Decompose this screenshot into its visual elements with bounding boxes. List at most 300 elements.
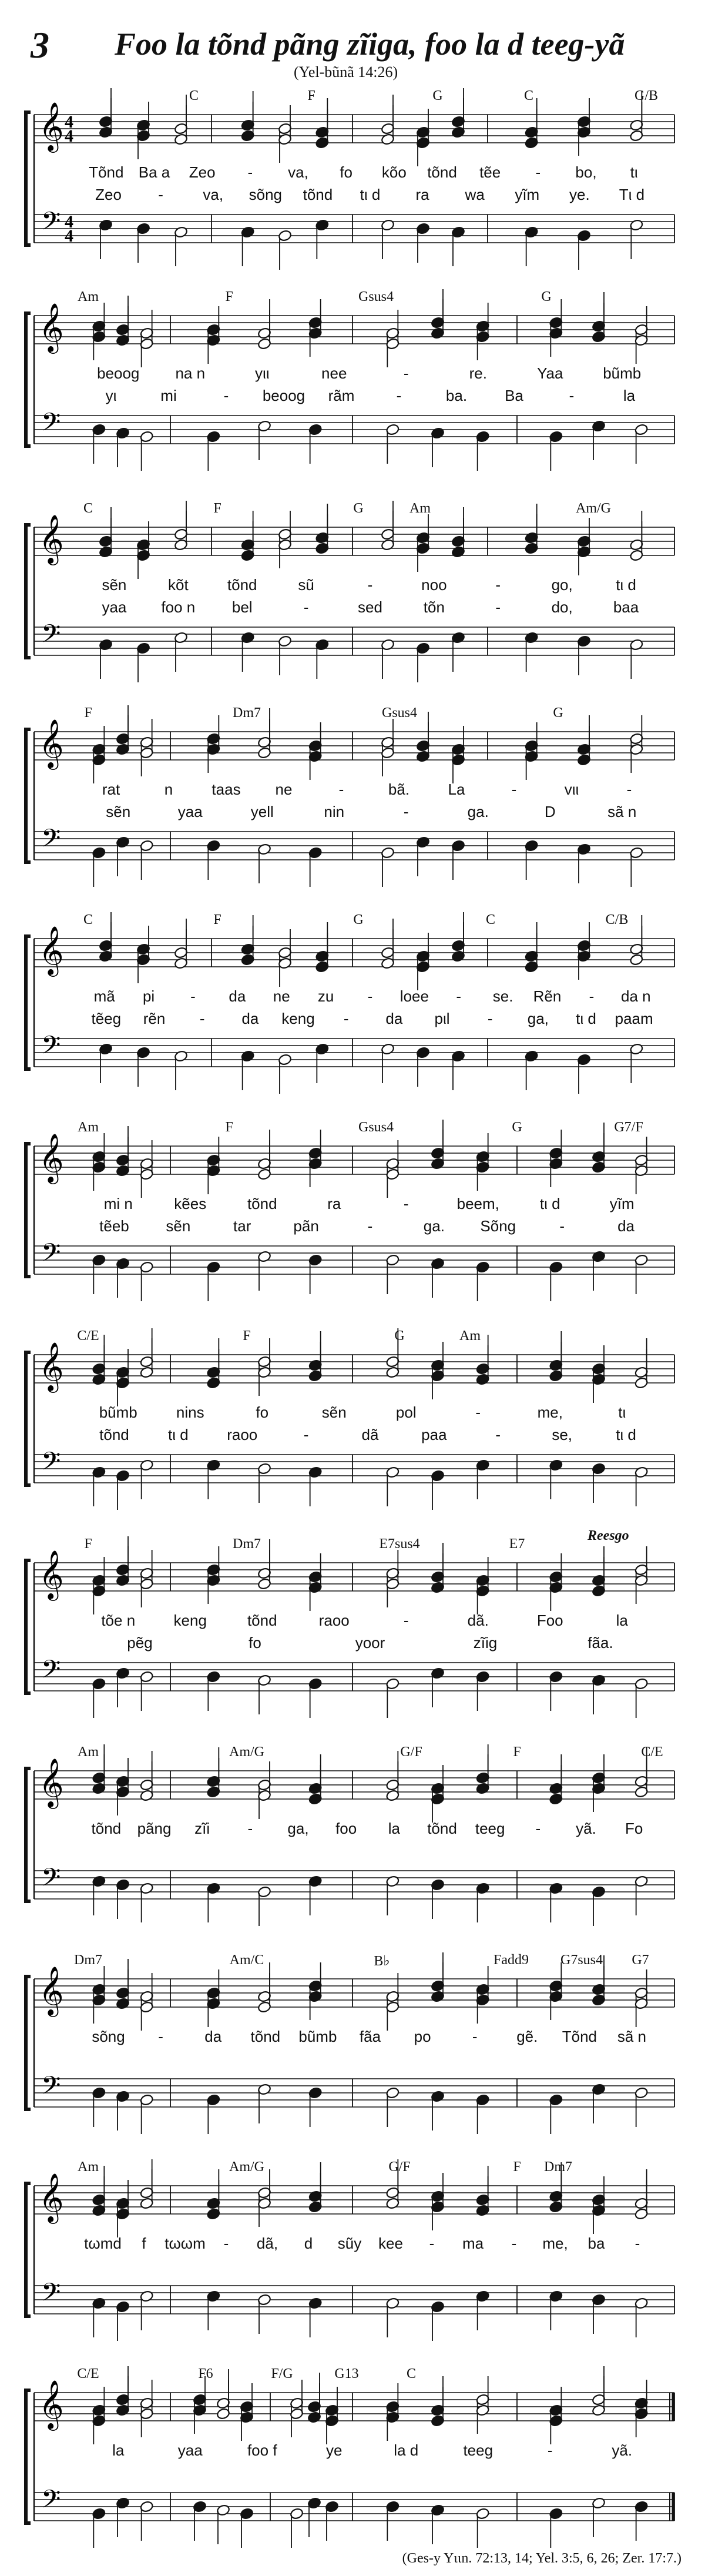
bass-note [476, 1882, 490, 1922]
lyric-syllable: tõe n [101, 1612, 136, 1629]
lyric-line-verse-1 [0, 780, 705, 800]
bass-note [136, 642, 150, 682]
chord-symbol: G7sus4 [560, 1952, 603, 1968]
lyric-syllable: po [414, 2028, 431, 2045]
score-system [0, 1744, 705, 1932]
lyric-syllable: da [204, 2028, 222, 2045]
lyric-syllable: - [247, 163, 253, 181]
bass-note [257, 2083, 271, 2123]
bass-note [257, 1886, 271, 1926]
bass-note [257, 1251, 271, 1291]
lyric-line-verse-1 [0, 2441, 705, 2461]
treble-clef-icon: 𝄞 [39, 2379, 64, 2428]
bass-note [174, 1050, 188, 1090]
chord-symbol: G [394, 1328, 405, 1344]
lyric-syllable: Tι d [619, 186, 645, 203]
bass-note [140, 1261, 154, 1301]
chord-symbol: Gsus4 [381, 705, 418, 721]
bass-note [549, 1261, 563, 1301]
lyric-syllable: - [456, 987, 462, 1005]
bass-note [431, 2091, 445, 2131]
lyric-syllable: - [199, 1010, 205, 1027]
lyric-syllable: yιι [254, 364, 270, 382]
lyric-syllable: - [472, 2028, 478, 2045]
lyric-syllable: keng [173, 1612, 207, 1629]
scripture-reference: (Yel-bũnã 14:26) [294, 63, 398, 81]
lyric-syllable: mi [160, 387, 177, 404]
lyric-syllable: yĩm [515, 186, 540, 203]
lyric-syllable: do, [551, 598, 573, 616]
bass-note [451, 632, 465, 672]
lyric-syllable: Yaa [537, 364, 563, 382]
chord-symbol: G [553, 705, 563, 721]
chord-symbol: F [513, 2159, 521, 2175]
bass-note [451, 1050, 465, 1090]
bass-note [592, 1674, 606, 1714]
lyric-line-verse-1 [0, 987, 705, 1007]
bass-clef-icon: 𝄢 [41, 619, 61, 655]
lyric-syllable: pol [395, 1403, 417, 1421]
lyric-syllable: sẽn [106, 803, 131, 820]
lyric-syllable: fo [340, 163, 352, 181]
chord-symbol: F [84, 1536, 92, 1552]
lyric-syllable: - [247, 1820, 253, 1837]
lyric-syllable: Zeo [189, 163, 216, 181]
bass-note [99, 1043, 113, 1083]
chord-symbol: F/G [271, 2366, 293, 2381]
chord-symbol: G/B [634, 88, 659, 103]
lyric-syllable: bo, [575, 163, 597, 181]
lyric-syllable: tõnd [227, 576, 257, 594]
lyric-syllable: baa [613, 598, 639, 616]
chord-symbol: Am/G [576, 501, 611, 516]
lyric-syllable: ba. [445, 387, 468, 404]
lyric-line-verse-1 [0, 1403, 705, 1423]
lyric-syllable: Tõnd [562, 2028, 597, 2045]
lyric-syllable: - [403, 364, 409, 382]
bass-note [629, 1043, 643, 1083]
chord-symbol: E7 [509, 1536, 525, 1552]
lyric-syllable: pãng [137, 1820, 172, 1837]
lyric-syllable: tẽeg [91, 1010, 122, 1027]
lyric-syllable: bũmb [99, 1403, 137, 1421]
bass-note [525, 1050, 539, 1090]
score-system [0, 88, 705, 276]
lyric-syllable: - [495, 1426, 501, 1443]
lyric-syllable: loee [400, 987, 429, 1005]
score-system [0, 1952, 705, 2140]
bass-note [431, 2301, 445, 2341]
bass-note [116, 2497, 130, 2537]
bass-note [206, 2290, 220, 2330]
lyric-syllable: - [403, 803, 409, 820]
lyric-syllable: sẽn [321, 1403, 347, 1421]
lyric-syllable: tι [618, 1403, 626, 1421]
bass-note [451, 226, 465, 266]
lyric-syllable: tωωm [164, 2235, 206, 2252]
lyric-syllable: mã [93, 987, 115, 1005]
chord-symbol: F [225, 1120, 233, 1135]
bass-clef-icon: 𝄢 [41, 1863, 61, 1898]
lyric-syllable: - [158, 186, 163, 203]
bass-note [577, 230, 591, 270]
lyric-syllable: da n [620, 987, 651, 1005]
lyric-syllable: sõng [249, 186, 283, 203]
lyric-syllable: - [367, 987, 373, 1005]
bass-note [476, 2290, 490, 2330]
lyric-line-verse-1 [0, 1612, 705, 1632]
lyric-syllable: sed [358, 598, 382, 616]
bass-note [634, 1875, 649, 1915]
bass-note [476, 1261, 490, 1301]
lyric-syllable: - [396, 387, 402, 404]
chord-symbol: Gsus4 [358, 289, 394, 304]
lyric-syllable: tι d [576, 1010, 596, 1027]
chord-symbol: Am/G [229, 2159, 264, 2175]
lyric-syllable: yã. [576, 1820, 596, 1837]
bass-clef-icon: 𝄢 [41, 2278, 61, 2313]
lyric-syllable: tõnd [427, 1820, 457, 1837]
lyric-syllable: - [403, 1612, 409, 1629]
lyric-syllable: tõnd [247, 1195, 277, 1212]
lyric-syllable: Ba [505, 387, 523, 404]
score-system [0, 1528, 705, 1724]
bass-note [92, 1466, 106, 1506]
chord-symbol: F [213, 501, 221, 516]
bass-note [525, 632, 539, 672]
lyric-syllable: - [367, 1217, 373, 1235]
lyric-syllable: ye. [569, 186, 590, 203]
chord-symbol: G13 [334, 2366, 359, 2381]
lyric-syllable: go, [551, 576, 573, 594]
bass-note [629, 639, 643, 679]
lyric-syllable: bel [231, 598, 253, 616]
bass-note [577, 1054, 591, 1094]
lyric-syllable: - [511, 780, 517, 798]
bass-note [140, 1882, 154, 1922]
lyric-syllable: yoor [355, 1634, 385, 1652]
lyric-syllable: - [303, 598, 309, 616]
bass-note [577, 843, 591, 883]
lyric-line-verse-1 [0, 163, 705, 183]
chord-symbol: G [432, 88, 443, 103]
lyric-syllable: sũ [298, 576, 314, 594]
lyric-syllable: rẽn [143, 1010, 166, 1027]
lyric-syllable: Tõnd [89, 163, 124, 181]
lyric-syllable: - [569, 387, 575, 404]
chord-symbol: C [189, 88, 199, 103]
chord-symbol: F [84, 705, 92, 721]
bass-note [592, 420, 606, 460]
chord-symbol: C/E [641, 1744, 663, 1760]
lyric-syllable: tõnd [427, 163, 457, 181]
lyric-syllable: da [617, 1217, 635, 1235]
lyric-syllable: tι d [167, 1426, 189, 1443]
lyric-syllable: wa [465, 186, 485, 203]
bass-note [525, 226, 539, 266]
bass-note [216, 2504, 230, 2544]
lyric-syllable: rat [102, 780, 120, 798]
lyric-syllable: n [164, 780, 173, 798]
lyric-syllable: Fo [625, 1820, 643, 1837]
lyric-line-verse-2 [0, 186, 705, 206]
chord-symbol: Am [78, 1744, 99, 1760]
lyric-syllable: teeg [463, 2441, 494, 2459]
chord-symbol: G [353, 501, 364, 516]
bass-note [385, 1466, 400, 1506]
song-title: Foo la tõnd pãng zĩiga, foo la d teeg-yã [115, 26, 625, 62]
chord-symbol: F [513, 1744, 521, 1760]
bass-note [592, 1886, 606, 1926]
bass-note [241, 632, 255, 672]
lyric-syllable: - [626, 780, 632, 798]
lyric-line-verse-2 [0, 1217, 705, 1237]
lyric-syllable: fãa [359, 2028, 381, 2045]
lyric-syllable: nee [321, 364, 347, 382]
lyric-syllable: taas [212, 780, 241, 798]
bass-note [381, 1043, 395, 1083]
chord-symbol: C [523, 88, 534, 103]
chord-symbol: Fadd9 [494, 1952, 529, 1968]
bass-note [315, 1043, 329, 1083]
score-system [0, 2366, 705, 2554]
lyric-syllable: tõnd [91, 1820, 122, 1837]
bass-note [307, 2497, 321, 2537]
lyric-syllable: noo [421, 576, 447, 594]
chord-symbol: C [83, 501, 93, 516]
lyric-line-verse-2 [0, 1426, 705, 1446]
chord-symbol: F [307, 88, 315, 103]
lyric-syllable: yell [250, 803, 274, 820]
lyric-syllable: tι d [616, 576, 636, 594]
lyric-line-verse-1 [0, 1195, 705, 1215]
bass-note [381, 219, 395, 259]
bass-note [206, 431, 220, 471]
lyric-syllable: nin [324, 803, 345, 820]
lyric-syllable: rãm [328, 387, 355, 404]
lyric-syllable: dã, [256, 2235, 278, 2252]
chord-symbol: Am [78, 2159, 99, 2175]
time-signature: 4 [65, 226, 73, 246]
lyric-syllable: tι d [616, 1426, 636, 1443]
bass-note [308, 1875, 323, 1915]
chord-symbol: E7sus4 [379, 1536, 420, 1552]
bass-note [431, 427, 445, 467]
treble-clef-icon: 𝄞 [39, 1757, 64, 1807]
lyric-syllable: sẽn [102, 576, 127, 594]
lyric-syllable: bũmb [603, 364, 642, 382]
bass-note [140, 2094, 154, 2134]
lyric-syllable: - [343, 1010, 349, 1027]
rehearsal-mark: Reesgo [588, 1528, 629, 1543]
bass-note [549, 2508, 563, 2548]
chord-symbol: Am [78, 289, 99, 304]
bass-note [549, 2094, 563, 2134]
bass-clef-icon: 𝄢 [41, 2071, 61, 2106]
bass-note [308, 847, 323, 887]
chord-symbol: F6 [198, 2366, 213, 2381]
bass-note [308, 1678, 323, 1718]
treble-clef-icon: 𝄞 [39, 718, 64, 768]
bass-note [476, 431, 490, 471]
chord-symbol: C [83, 912, 93, 927]
lyric-syllable: - [589, 987, 595, 1005]
lyric-syllable: tar [233, 1217, 251, 1235]
lyric-syllable: tõn [423, 598, 445, 616]
lyric-syllable: yι [105, 387, 117, 404]
bass-note [381, 639, 395, 679]
lyric-syllable: vιι [564, 780, 579, 798]
chord-symbol: Am [78, 1120, 99, 1135]
bass-note [257, 1674, 271, 1714]
lyric-syllable: Ba a [138, 163, 170, 181]
lyric-syllable: pιl [434, 1010, 450, 1027]
chord-symbol: F [225, 289, 233, 304]
bass-note [92, 2297, 106, 2337]
bass-clef-icon: 𝄢 [41, 2485, 61, 2520]
lyric-syllable: mi n [103, 1195, 133, 1212]
lyric-syllable: sã n [607, 803, 637, 820]
bass-note [278, 1054, 292, 1094]
bass-note [634, 1466, 649, 1506]
bass-note [308, 1466, 323, 1506]
lyric-syllable: Rẽn [533, 987, 562, 1005]
bass-note [116, 2091, 130, 2131]
lyric-syllable: La [448, 780, 465, 798]
chord-symbol: Am [459, 1328, 481, 1344]
bass-clef-icon: 𝄢 [41, 1031, 61, 1066]
lyric-syllable: Sõng [480, 1217, 516, 1235]
bass-note [431, 2504, 445, 2544]
chord-symbol: Am [409, 501, 431, 516]
lyric-syllable: fo [256, 1403, 269, 1421]
lyric-syllable: yaa [177, 803, 203, 820]
bass-note [416, 642, 430, 682]
lyric-syllable: - [547, 2441, 553, 2459]
chord-symbol: G/F [400, 1744, 422, 1760]
chord-symbol: Am/G [229, 1744, 264, 1760]
bass-note [634, 2297, 649, 2337]
lyric-syllable: yaa [177, 2441, 203, 2459]
chord-symbol: G7/F [614, 1120, 643, 1135]
bass-note [257, 843, 271, 883]
bass-note [629, 847, 643, 887]
lyric-syllable: foo [335, 1820, 357, 1837]
bass-clef-icon: 𝄢 [41, 1447, 61, 1482]
lyric-syllable: - [403, 1195, 409, 1212]
lyric-syllable: bã. [388, 780, 410, 798]
footer-references: (Ges-y Yιιn. 72:13, 14; Yel. 3:5, 6, 26; Zer. 17:7.) [402, 2551, 682, 2566]
lyric-syllable: la [388, 1820, 400, 1837]
chord-symbol: B♭ [374, 1954, 390, 1969]
bass-clef-icon: 𝄢 [41, 408, 61, 443]
treble-clef-icon: 𝄞 [39, 1341, 64, 1391]
lyric-syllable: me, [537, 1403, 563, 1421]
lyric-syllable: da [229, 987, 246, 1005]
lyric-syllable: fo [249, 1634, 261, 1652]
bass-note [385, 1875, 400, 1915]
bass-note [174, 632, 188, 672]
bass-note [381, 847, 395, 887]
bass-clef-icon: 𝄢 [41, 207, 61, 242]
bass-note [629, 219, 643, 259]
lyric-syllable: - [158, 2028, 163, 2045]
score-system [0, 1328, 705, 1516]
lyric-syllable: la [616, 1612, 628, 1629]
lyric-syllable: bũmb [298, 2028, 337, 2045]
lyric-syllable: gẽ. [516, 2028, 538, 2045]
lyric-syllable: pi [142, 987, 155, 1005]
lyric-syllable: la [623, 387, 636, 404]
bass-note [308, 2297, 323, 2337]
lyric-syllable: da [241, 1010, 259, 1027]
lyric-syllable: re. [469, 364, 487, 382]
bass-note [140, 1459, 154, 1499]
lyric-syllable: ga. [467, 803, 489, 820]
bass-note [431, 1667, 445, 1707]
bass-note [592, 2083, 606, 2123]
bass-note [206, 1882, 220, 1922]
treble-clef-icon: 𝄞 [39, 514, 64, 563]
treble-clef-icon: 𝄞 [39, 302, 64, 351]
bass-note [431, 1470, 445, 1510]
bass-clef-icon: 𝄢 [41, 1655, 61, 1690]
lyric-syllable: - [495, 576, 501, 594]
score-system [0, 501, 705, 689]
bass-note [206, 2094, 220, 2134]
lyric-syllable: beoog [262, 387, 306, 404]
lyric-syllable: - [535, 1820, 541, 1837]
lyric-line-verse-1 [0, 2028, 705, 2048]
lyric-syllable: - [429, 2235, 435, 2252]
lyric-syllable: paam [615, 1010, 653, 1027]
treble-clef-icon: 𝄞 [39, 1549, 64, 1599]
lyric-syllable: ga. [423, 1217, 445, 1235]
score-system [0, 289, 705, 477]
chord-symbol: Dm7 [233, 705, 261, 721]
bass-note [116, 836, 130, 876]
chord-symbol: Dm7 [74, 1952, 102, 1968]
bass-note [431, 1258, 445, 1298]
chord-symbol: F [213, 912, 221, 927]
lyric-syllable: zĩi [194, 1820, 210, 1837]
bass-note [549, 1882, 563, 1922]
bass-note [315, 639, 329, 679]
bass-note [385, 1678, 400, 1718]
lyric-syllable: ga, [527, 1010, 549, 1027]
lyric-syllable: - [495, 598, 501, 616]
lyric-syllable: fãa. [588, 1634, 613, 1652]
bass-note [240, 2508, 254, 2548]
chord-symbol: Am/C [229, 1952, 264, 1968]
lyric-line-verse-2 [0, 387, 705, 407]
lyric-syllable: - [338, 780, 344, 798]
lyric-syllable: paa [421, 1426, 447, 1443]
time-signature: 4 [65, 212, 73, 232]
lyric-syllable: la [112, 2441, 125, 2459]
lyric-syllable: pãn [293, 1217, 319, 1235]
bass-note [116, 427, 130, 467]
lyric-syllable: ne [273, 987, 290, 1005]
bass-clef-icon: 𝄢 [41, 1238, 61, 1274]
lyric-syllable: raoo [227, 1426, 258, 1443]
lyric-syllable: ba [588, 2235, 605, 2252]
lyric-line-verse-1 [0, 1820, 705, 1840]
lyric-syllable: ga, [287, 1820, 309, 1837]
bass-note [92, 847, 106, 887]
lyric-syllable: - [634, 2235, 640, 2252]
lyric-syllable: - [535, 163, 541, 181]
